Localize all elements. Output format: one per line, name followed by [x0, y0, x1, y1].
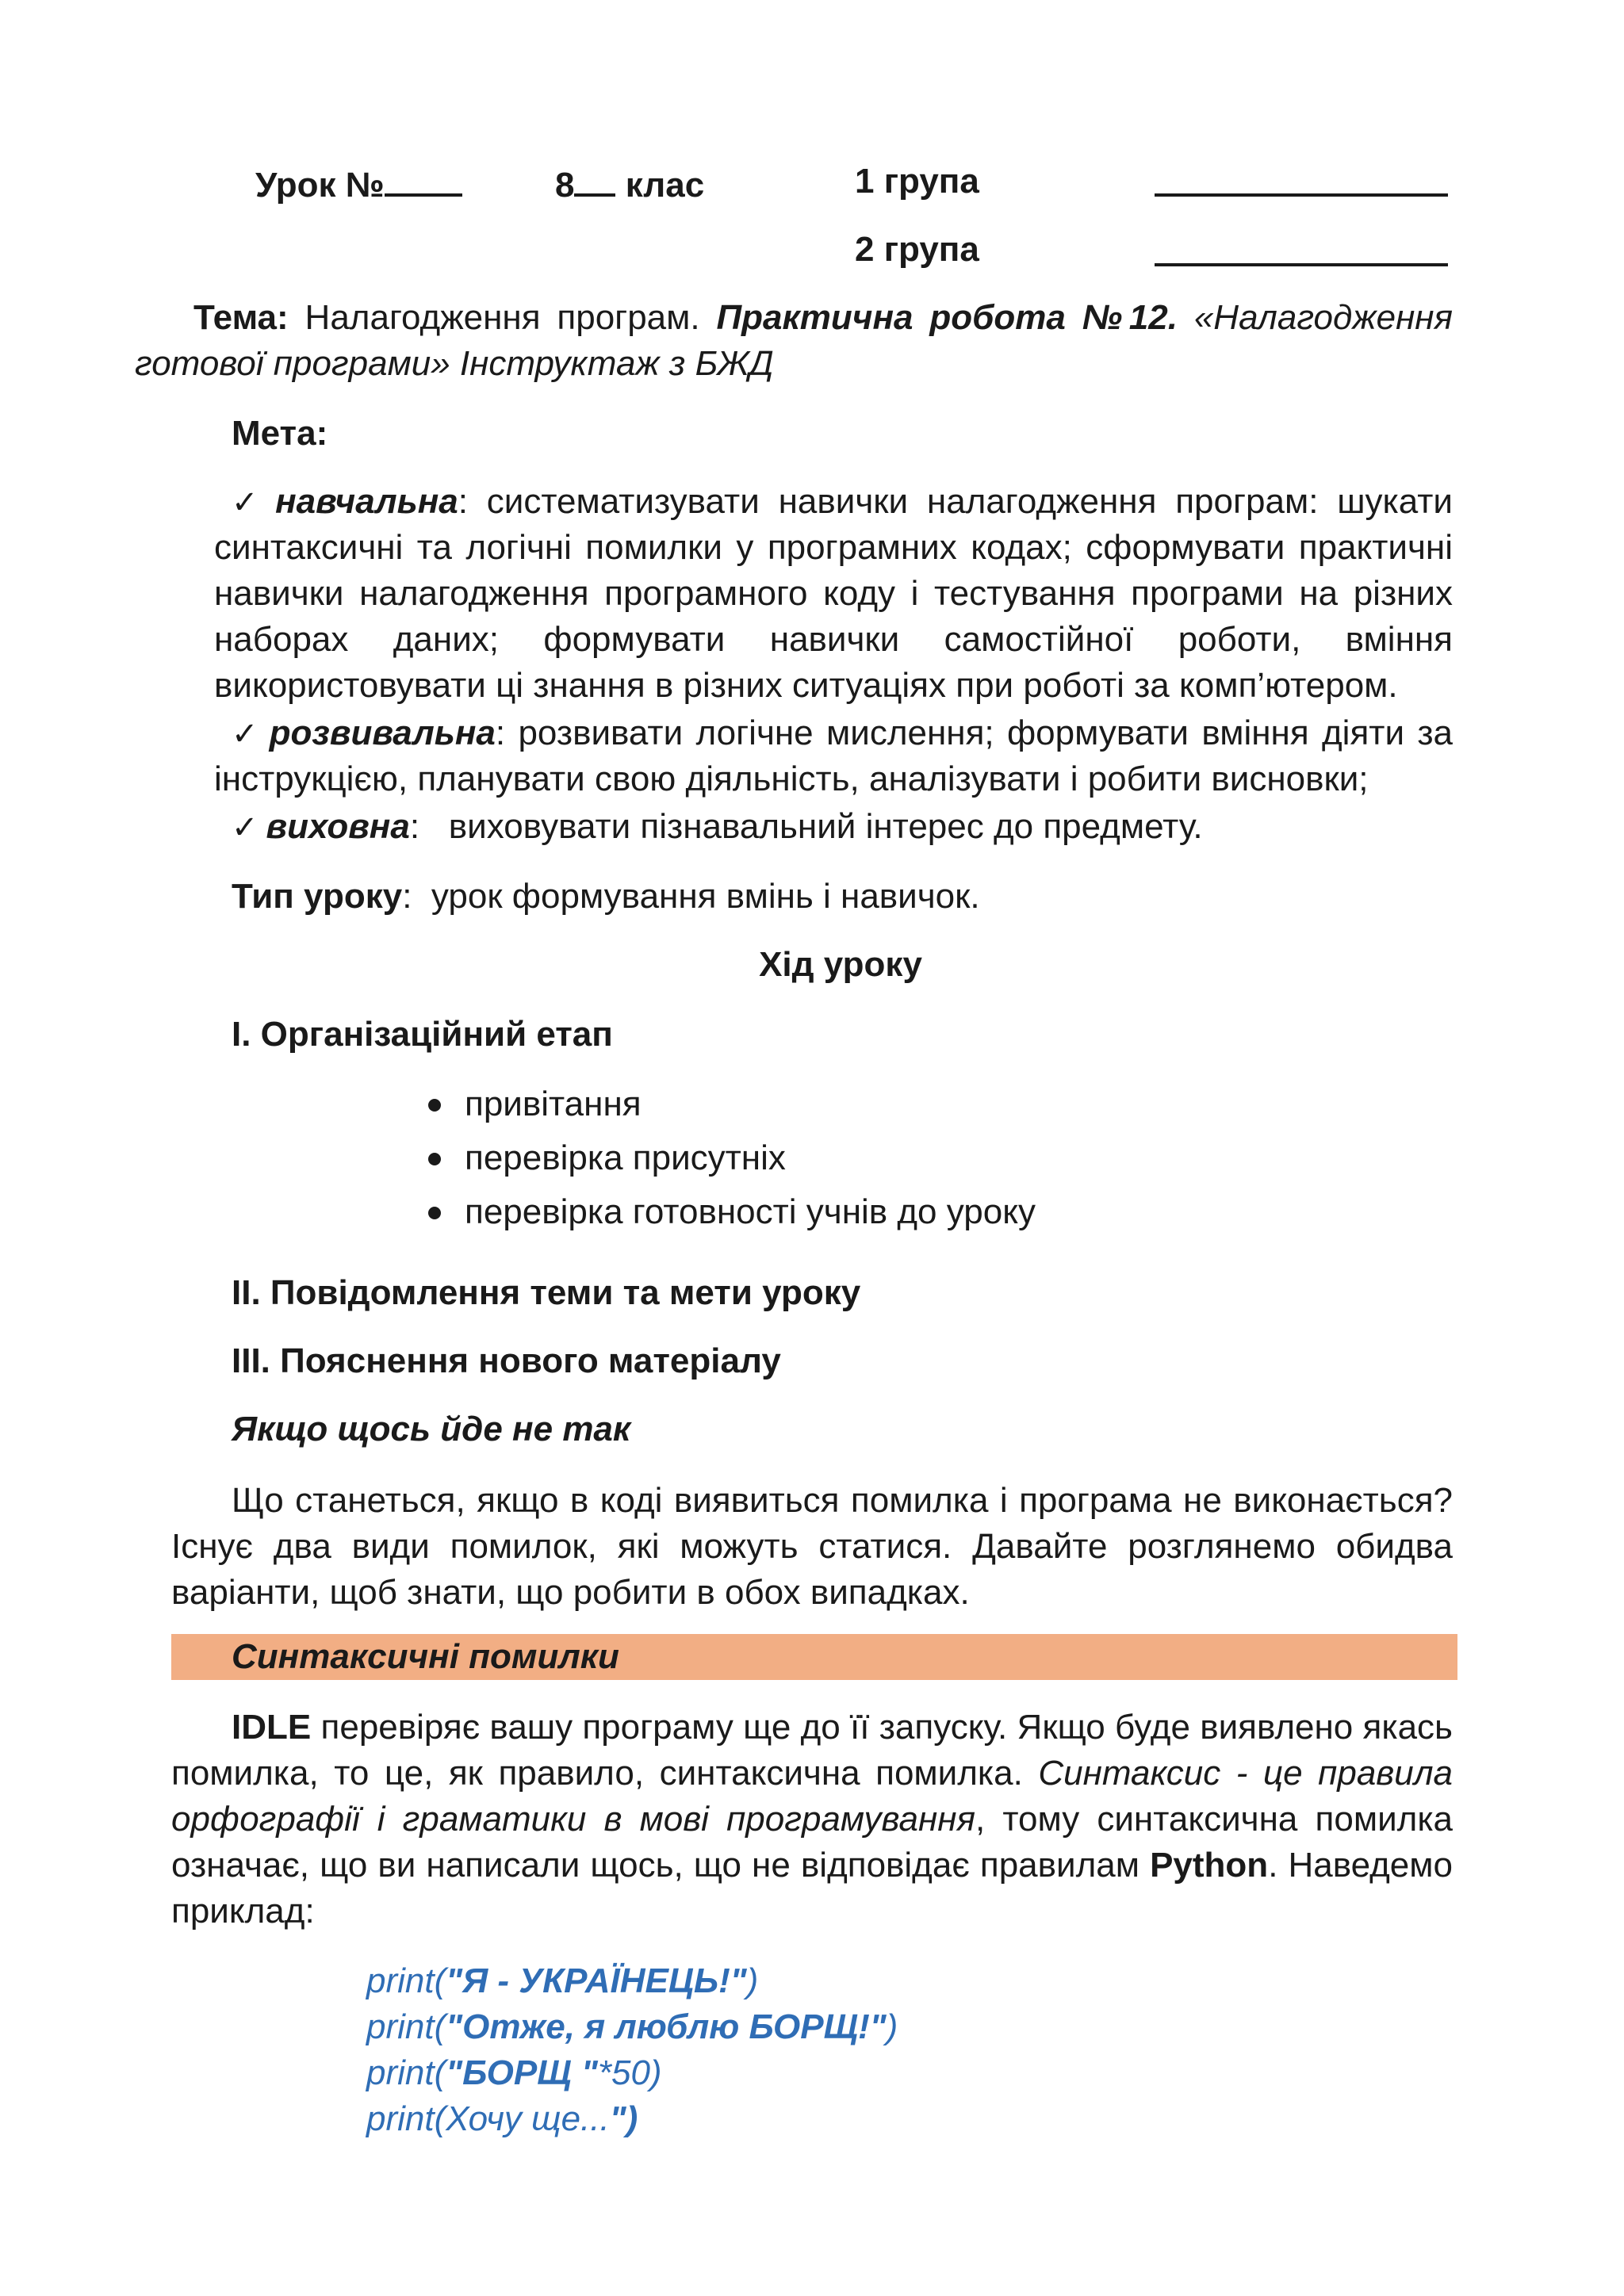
goal-educational-line2: синтаксичні та логічні помилки у програмних кодах; сформувати практичні — [214, 528, 1453, 567]
lesson-label: Урок № — [255, 166, 385, 205]
section1-title: I. Організаційний етап — [232, 1015, 613, 1054]
goal-educational-line4: наборах даних; формувати навички самостійної роботи, вміння — [214, 620, 1453, 659]
syntax-definition-start: Синтаксис - це правила — [1038, 1754, 1454, 1793]
code-text: *50) — [597, 2053, 662, 2092]
idle-term: IDLE — [232, 1708, 312, 1747]
code-text: ) — [886, 2007, 898, 2046]
practical-work-quote-end: готової програми» — [135, 344, 450, 383]
grade-label: клас — [625, 166, 705, 205]
goal-developing-label: розвивальна — [269, 714, 496, 752]
group2-blank — [1155, 263, 1448, 266]
goal-upbringing-label: виховна — [266, 807, 410, 846]
grade-field — [555, 159, 704, 209]
lesson-type-text: урок формування вмінь і навичок. — [431, 877, 980, 916]
syntax-line2 — [171, 1751, 1453, 1797]
bullet-icon — [428, 1099, 441, 1112]
code-text: ) — [746, 1961, 759, 2000]
lesson-type-label: Тип уроку — [232, 877, 403, 916]
list-item: перевірка присутніх — [465, 1138, 786, 1177]
goal-educational-line1: ✓ навчальна: систематизувати навички налагодження програм: шукати — [232, 482, 1454, 521]
goal-educational-label: навчальна — [275, 482, 458, 521]
section2-title: II. Повідомлення теми та мети уроку — [232, 1273, 861, 1312]
section3-title: III. Пояснення нового матеріалу — [232, 1341, 781, 1380]
list-item: привітання — [465, 1085, 642, 1123]
intro-line3: варіанти, щоб знати, що робити в обох випадках. — [171, 1573, 970, 1612]
syntax-line2-text: помилка, то це, як правило, синтаксична помилка. — [171, 1754, 1023, 1793]
goal-educational-text: систематизувати навички налагодження програм: шукати — [486, 482, 1454, 521]
goal-upbringing-text: виховувати пізнавальний інтерес до предмету. — [448, 807, 1203, 846]
syntax-line3 — [171, 1797, 1453, 1843]
lesson-number-blank — [385, 159, 462, 197]
checkmark-icon: ✓ — [232, 716, 262, 752]
goal-developing-line1: ✓ розвивальна: розвивати логічне мислення; формувати вміння діяти за — [232, 714, 1454, 752]
python-term: Python — [1150, 1846, 1269, 1885]
bullet-icon — [428, 1207, 441, 1219]
group1-blank — [1155, 193, 1448, 197]
code-string: "Отже, я люблю БОРЩ!" — [446, 2007, 887, 2046]
code-line2 — [366, 2004, 898, 2050]
syntax-line1-text: перевіряє вашу програму ще до її запуску. Якщо буде виявлено якась — [320, 1708, 1453, 1747]
syntax-line5: приклад: — [171, 1892, 315, 1931]
syntax-definition-end: орфографії і граматики в мові програмування — [171, 1800, 975, 1839]
syntax-line4 — [171, 1843, 1453, 1888]
checkmark-icon: ✓ — [232, 484, 268, 521]
practical-work-title: Практична робота №12. — [716, 298, 1178, 337]
code-text: print(Хочу ще... — [366, 2099, 610, 2138]
topic-text: Налагодження програм. — [304, 298, 700, 337]
syntax-errors-title: Синтаксичні помилки — [232, 1637, 619, 1676]
lesson-type: Тип уроку: урок формування вмінь і навичок. — [232, 877, 980, 916]
lesson-number-field — [255, 159, 462, 209]
goal-developing-line2: інструкцією, планувати свою діяльність, аналізувати і робити висновки; — [214, 760, 1369, 798]
checkmark-icon: ✓ — [232, 809, 259, 846]
grade-blank — [574, 159, 615, 197]
bullet-icon — [428, 1153, 441, 1165]
safety-briefing: Інструктаж з БЖД — [459, 344, 774, 383]
group1-label: 1 група — [855, 162, 979, 201]
goal-label: Мета: — [232, 414, 328, 453]
topic-label: Тема: — [193, 298, 289, 337]
syntax-line1 — [232, 1705, 1453, 1751]
list-item: перевірка готовності учнів до уроку — [465, 1192, 1036, 1231]
topic-line1 — [193, 295, 1453, 341]
code-text: print( — [366, 2007, 446, 2046]
grade-number: 8 — [555, 166, 575, 205]
code-string: ") — [609, 2099, 638, 2138]
code-line4 — [366, 2096, 638, 2142]
intro-line2: Існує два види помилок, які можуть статися. Давайте розглянемо обидва — [171, 1527, 1453, 1566]
syntax-line4-end: . Наведемо — [1268, 1846, 1453, 1885]
code-string: "Я - УКРАЇНЕЦЬ!" — [446, 1961, 747, 2000]
code-line1 — [366, 1958, 758, 2004]
code-string: "БОРЩ " — [446, 2053, 598, 2092]
lesson-progress-title: Хід уроку — [759, 945, 922, 984]
syntax-line4-text: означає, що ви написали щось, що не відповідає правилам — [171, 1846, 1139, 1885]
topic-line2 — [135, 341, 774, 387]
intro-line1: Що станеться, якщо в коді виявиться помилка і програма не виконається? — [232, 1481, 1453, 1520]
code-text: print( — [366, 2053, 446, 2092]
code-text: print( — [366, 1961, 446, 2000]
syntax-line3-text: , тому синтаксична помилка — [975, 1800, 1454, 1839]
code-line3 — [366, 2050, 662, 2096]
goal-upbringing: ✓ виховна: виховувати пізнавальний інтерес до предмету. — [232, 807, 1203, 846]
goal-educational-line3: навички налагодження програмного коду і тестування програми на різних — [214, 574, 1453, 613]
goal-developing-text: розвивати логічне мислення; формувати вміння діяти за — [518, 714, 1454, 752]
practical-work-quote-start: «Налагодження — [1193, 298, 1454, 337]
group2-label: 2 група — [855, 230, 979, 269]
goal-educational-line5: використовувати ці знання в різних ситуаціях при роботі за комп’ютером. — [214, 666, 1398, 705]
subsection-title: Якщо щось йде не так — [232, 1410, 631, 1448]
